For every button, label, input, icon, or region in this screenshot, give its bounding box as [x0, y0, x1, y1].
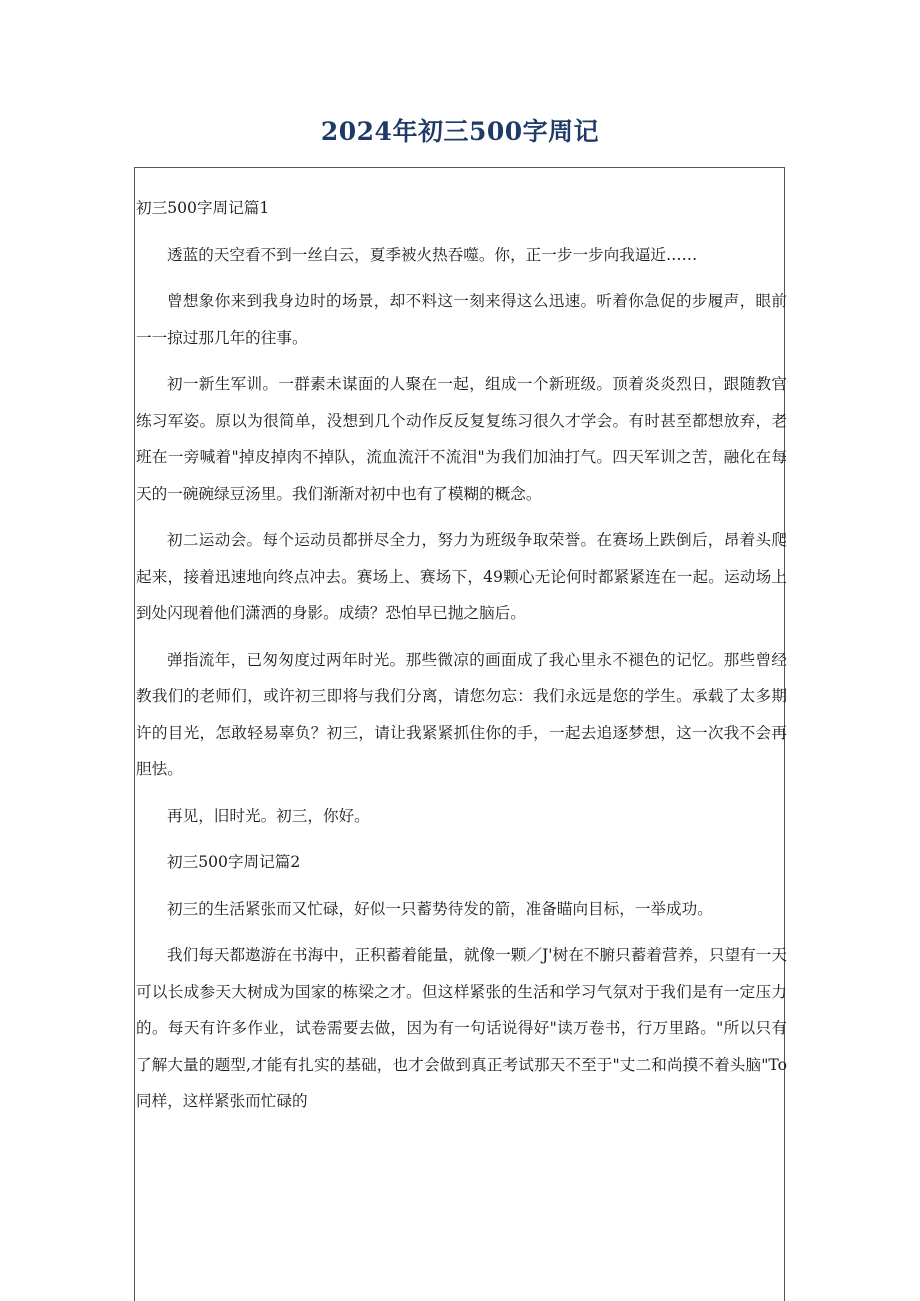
paragraph: 初三的生活紧张而又忙碌，好似一只蓄势待发的箭，准备瞄向目标，一举成功。 — [167, 899, 713, 918]
section-heading-1: 初三500字周记篇1 — [136, 199, 270, 217]
document-title: 2024年初三500字周记 — [320, 117, 600, 146]
paragraph: 我们每天都遨游在书海中，正积蓄着能量，就像一颗／J'树在不腑只蓄着营养，只望有一天可以长成参天大树成为国家的栋梁之才。但这样紧张的生活和学习气氛对于我们是有一定压力的。每天有许多作业，试卷需要去做，因为有一句话说得好"读万卷书，行万里路。"所以只有了解大量的题型,才能有扎实的基础，也才会做到真正考试那天不至于"丈二和尚摸不着头脑"To同样，这样紧张而忙碌的 — [136, 946, 787, 1110]
paragraph: 初一新生军训。一群素未谋面的人聚在一起，组成一个新班级。顶着炎炎烈日，跟随教官练习军姿。原以为很简单，没想到几个动作反反复复练习很久才学会。有时甚至都想放弃，老班在一旁喊着"掉皮掉肉不掉队，流血流汗不流泪"为我们加油打气。四天军训之苦，融化在每天的一碗碗绿豆汤里。我们渐渐对初中也有了模糊的概念。 — [136, 375, 787, 503]
paragraph: 初二运动会。每个运动员都拼尽全力，努力为班级争取荣誉。在赛场上跌倒后，昂着头爬起来，接着迅速地向终点冲去。赛场上、赛场下，49颗心无论何时都紧紧连在一起。运动场上到处闪现着他们潇洒的身影。成绩？恐怕早已抛之脑后。 — [136, 531, 787, 622]
paragraph: 弹指流年，已匆匆度过两年时光。那些微凉的画面成了我心里永不褪色的记忆。那些曾经教我们的老师们，或许初三即将与我们分离，请您勿忘：我们永远是您的学生。承载了太多期许的目光，怎敢轻易辜负？初三，请让我紧紧抓住你的手，一起去追逐梦想，这一次我不会再胆怯。 — [136, 650, 787, 778]
document-body — [136, 190, 787, 1130]
section-heading-2: 初三500字周记篇2 — [167, 853, 301, 871]
paragraph: 再见，旧时光。初三，你好。 — [167, 806, 370, 825]
content-frame — [134, 167, 785, 1301]
paragraph: 曾想象你来到我身边时的场景，却不料这一刻来得这么迅速。听着你急促的步履声，眼前一一掠过那几年的往事。 — [136, 292, 787, 347]
paragraph: 透蓝的天空看不到一丝白云，夏季被火热吞噬。你，正一步一步向我逼近…… — [167, 245, 698, 264]
